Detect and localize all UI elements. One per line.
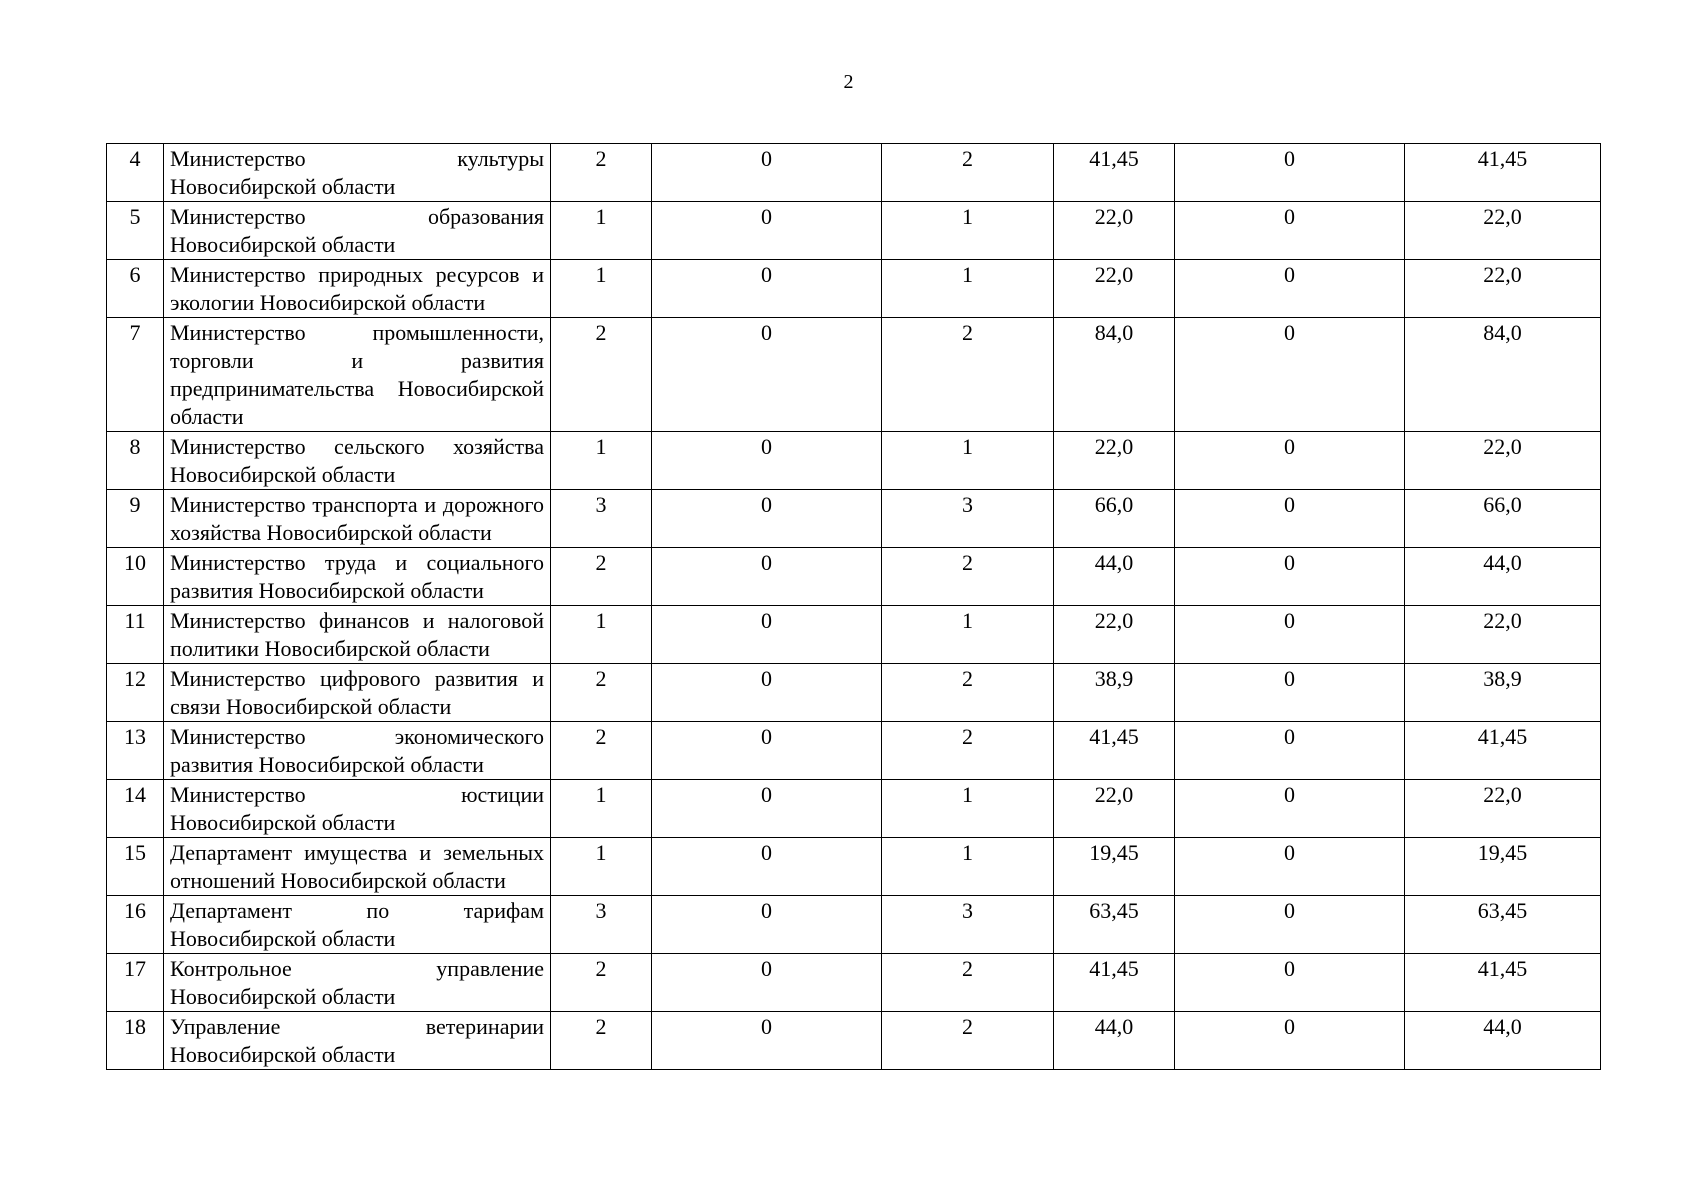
value-cell-5: 0: [1175, 490, 1405, 548]
table-row: [107, 722, 1601, 780]
value-cell-3: 2: [882, 144, 1054, 202]
value-cell-2: 0: [652, 490, 882, 548]
value-cell-6: 84,0: [1405, 318, 1601, 432]
table-row: [107, 896, 1601, 954]
value-cell-2: 0: [652, 664, 882, 722]
row-number-cell: 10: [107, 548, 164, 606]
row-number-cell: 11: [107, 606, 164, 664]
value-cell-3: 2: [882, 548, 1054, 606]
value-cell-1: 2: [551, 1012, 652, 1070]
table-row: [107, 664, 1601, 722]
value-cell-4: 22,0: [1054, 606, 1175, 664]
value-cell-6: 41,45: [1405, 954, 1601, 1012]
value-cell-2: 0: [652, 896, 882, 954]
value-cell-3: 3: [882, 896, 1054, 954]
value-cell-5: 0: [1175, 260, 1405, 318]
table-row: [107, 490, 1601, 548]
agency-name-cell: Департамент по тарифам Новосибирской области: [164, 896, 551, 954]
value-cell-1: 2: [551, 664, 652, 722]
agency-name-cell: Министерство финансов и налоговой политики Новосибирской области: [164, 606, 551, 664]
agency-name-cell: Министерство юстиции Новосибирской области: [164, 780, 551, 838]
value-cell-1: 2: [551, 548, 652, 606]
agency-name-cell: Министерство цифрового развития и связи Новосибирской области: [164, 664, 551, 722]
value-cell-4: 38,9: [1054, 664, 1175, 722]
agency-name-cell: Министерство образования Новосибирской области: [164, 202, 551, 260]
agency-name-cell: Министерство транспорта и дорожного хозяйства Новосибирской области: [164, 490, 551, 548]
row-number-cell: 7: [107, 318, 164, 432]
table-row: [107, 432, 1601, 490]
value-cell-2: 0: [652, 144, 882, 202]
table-row: [107, 606, 1601, 664]
value-cell-3: 1: [882, 838, 1054, 896]
value-cell-6: 44,0: [1405, 548, 1601, 606]
value-cell-1: 1: [551, 432, 652, 490]
row-number-cell: 9: [107, 490, 164, 548]
value-cell-1: 2: [551, 318, 652, 432]
value-cell-6: 22,0: [1405, 780, 1601, 838]
value-cell-2: 0: [652, 548, 882, 606]
value-cell-5: 0: [1175, 664, 1405, 722]
value-cell-1: 2: [551, 144, 652, 202]
value-cell-6: 63,45: [1405, 896, 1601, 954]
value-cell-5: 0: [1175, 1012, 1405, 1070]
value-cell-1: 1: [551, 202, 652, 260]
agency-name-cell: Министерство экономического развития Новосибирской области: [164, 722, 551, 780]
value-cell-3: 2: [882, 664, 1054, 722]
value-cell-4: 19,45: [1054, 838, 1175, 896]
agency-name-cell: Контрольное управление Новосибирской области: [164, 954, 551, 1012]
row-number-cell: 4: [107, 144, 164, 202]
agency-name-cell: Департамент имущества и земельных отношений Новосибирской области: [164, 838, 551, 896]
value-cell-6: 41,45: [1405, 144, 1601, 202]
value-cell-1: 1: [551, 838, 652, 896]
row-number-cell: 5: [107, 202, 164, 260]
value-cell-2: 0: [652, 432, 882, 490]
table-row: [107, 548, 1601, 606]
agency-name-cell: Управление ветеринарии Новосибирской области: [164, 1012, 551, 1070]
table-row: [107, 838, 1601, 896]
value-cell-4: 41,45: [1054, 144, 1175, 202]
value-cell-5: 0: [1175, 896, 1405, 954]
row-number-cell: 14: [107, 780, 164, 838]
value-cell-3: 1: [882, 606, 1054, 664]
table-body: [107, 144, 1601, 1070]
value-cell-5: 0: [1175, 954, 1405, 1012]
value-cell-4: 41,45: [1054, 722, 1175, 780]
row-number-cell: 16: [107, 896, 164, 954]
value-cell-2: 0: [652, 318, 882, 432]
value-cell-1: 3: [551, 896, 652, 954]
value-cell-4: 84,0: [1054, 318, 1175, 432]
value-cell-4: 22,0: [1054, 780, 1175, 838]
value-cell-3: 1: [882, 780, 1054, 838]
table-row: [107, 1012, 1601, 1070]
table-row: [107, 954, 1601, 1012]
value-cell-4: 44,0: [1054, 1012, 1175, 1070]
value-cell-5: 0: [1175, 318, 1405, 432]
value-cell-6: 22,0: [1405, 432, 1601, 490]
table-row: [107, 260, 1601, 318]
value-cell-5: 0: [1175, 606, 1405, 664]
value-cell-2: 0: [652, 954, 882, 1012]
table-row: [107, 318, 1601, 432]
value-cell-5: 0: [1175, 144, 1405, 202]
value-cell-6: 22,0: [1405, 606, 1601, 664]
value-cell-1: 2: [551, 722, 652, 780]
value-cell-1: 1: [551, 606, 652, 664]
row-number-cell: 15: [107, 838, 164, 896]
value-cell-6: 66,0: [1405, 490, 1601, 548]
agency-name-cell: Министерство природных ресурсов и экологии Новосибирской области: [164, 260, 551, 318]
value-cell-3: 2: [882, 722, 1054, 780]
agency-name-cell: Министерство промышленности, торговли и развития предпринимательства Новосибирской области: [164, 318, 551, 432]
value-cell-1: 1: [551, 260, 652, 318]
value-cell-4: 22,0: [1054, 202, 1175, 260]
row-number-cell: 18: [107, 1012, 164, 1070]
row-number-cell: 17: [107, 954, 164, 1012]
value-cell-1: 2: [551, 954, 652, 1012]
value-cell-3: 1: [882, 260, 1054, 318]
value-cell-3: 2: [882, 954, 1054, 1012]
value-cell-6: 22,0: [1405, 202, 1601, 260]
value-cell-4: 22,0: [1054, 432, 1175, 490]
value-cell-3: 1: [882, 202, 1054, 260]
value-cell-5: 0: [1175, 548, 1405, 606]
value-cell-3: 1: [882, 432, 1054, 490]
value-cell-2: 0: [652, 1012, 882, 1070]
row-number-cell: 6: [107, 260, 164, 318]
value-cell-1: 1: [551, 780, 652, 838]
value-cell-2: 0: [652, 838, 882, 896]
agency-name-cell: Министерство труда и социального развития Новосибирской области: [164, 548, 551, 606]
value-cell-6: 38,9: [1405, 664, 1601, 722]
page-number: 2: [843, 71, 854, 93]
value-cell-5: 0: [1175, 722, 1405, 780]
value-cell-3: 2: [882, 1012, 1054, 1070]
value-cell-2: 0: [652, 780, 882, 838]
value-cell-5: 0: [1175, 780, 1405, 838]
value-cell-5: 0: [1175, 432, 1405, 490]
agency-name-cell: Министерство сельского хозяйства Новосибирской области: [164, 432, 551, 490]
agency-table: [106, 143, 1601, 1070]
value-cell-5: 0: [1175, 202, 1405, 260]
value-cell-4: 22,0: [1054, 260, 1175, 318]
agency-name-cell: Министерство культуры Новосибирской области: [164, 144, 551, 202]
value-cell-6: 19,45: [1405, 838, 1601, 896]
value-cell-3: 2: [882, 318, 1054, 432]
table-row: [107, 144, 1601, 202]
value-cell-2: 0: [652, 606, 882, 664]
value-cell-4: 41,45: [1054, 954, 1175, 1012]
table-row: [107, 202, 1601, 260]
row-number-cell: 8: [107, 432, 164, 490]
value-cell-6: 22,0: [1405, 260, 1601, 318]
value-cell-3: 3: [882, 490, 1054, 548]
value-cell-4: 63,45: [1054, 896, 1175, 954]
value-cell-2: 0: [652, 202, 882, 260]
value-cell-6: 44,0: [1405, 1012, 1601, 1070]
row-number-cell: 13: [107, 722, 164, 780]
value-cell-1: 3: [551, 490, 652, 548]
row-number-cell: 12: [107, 664, 164, 722]
value-cell-5: 0: [1175, 838, 1405, 896]
value-cell-6: 41,45: [1405, 722, 1601, 780]
value-cell-2: 0: [652, 260, 882, 318]
value-cell-2: 0: [652, 722, 882, 780]
value-cell-4: 44,0: [1054, 548, 1175, 606]
value-cell-4: 66,0: [1054, 490, 1175, 548]
table-row: [107, 780, 1601, 838]
